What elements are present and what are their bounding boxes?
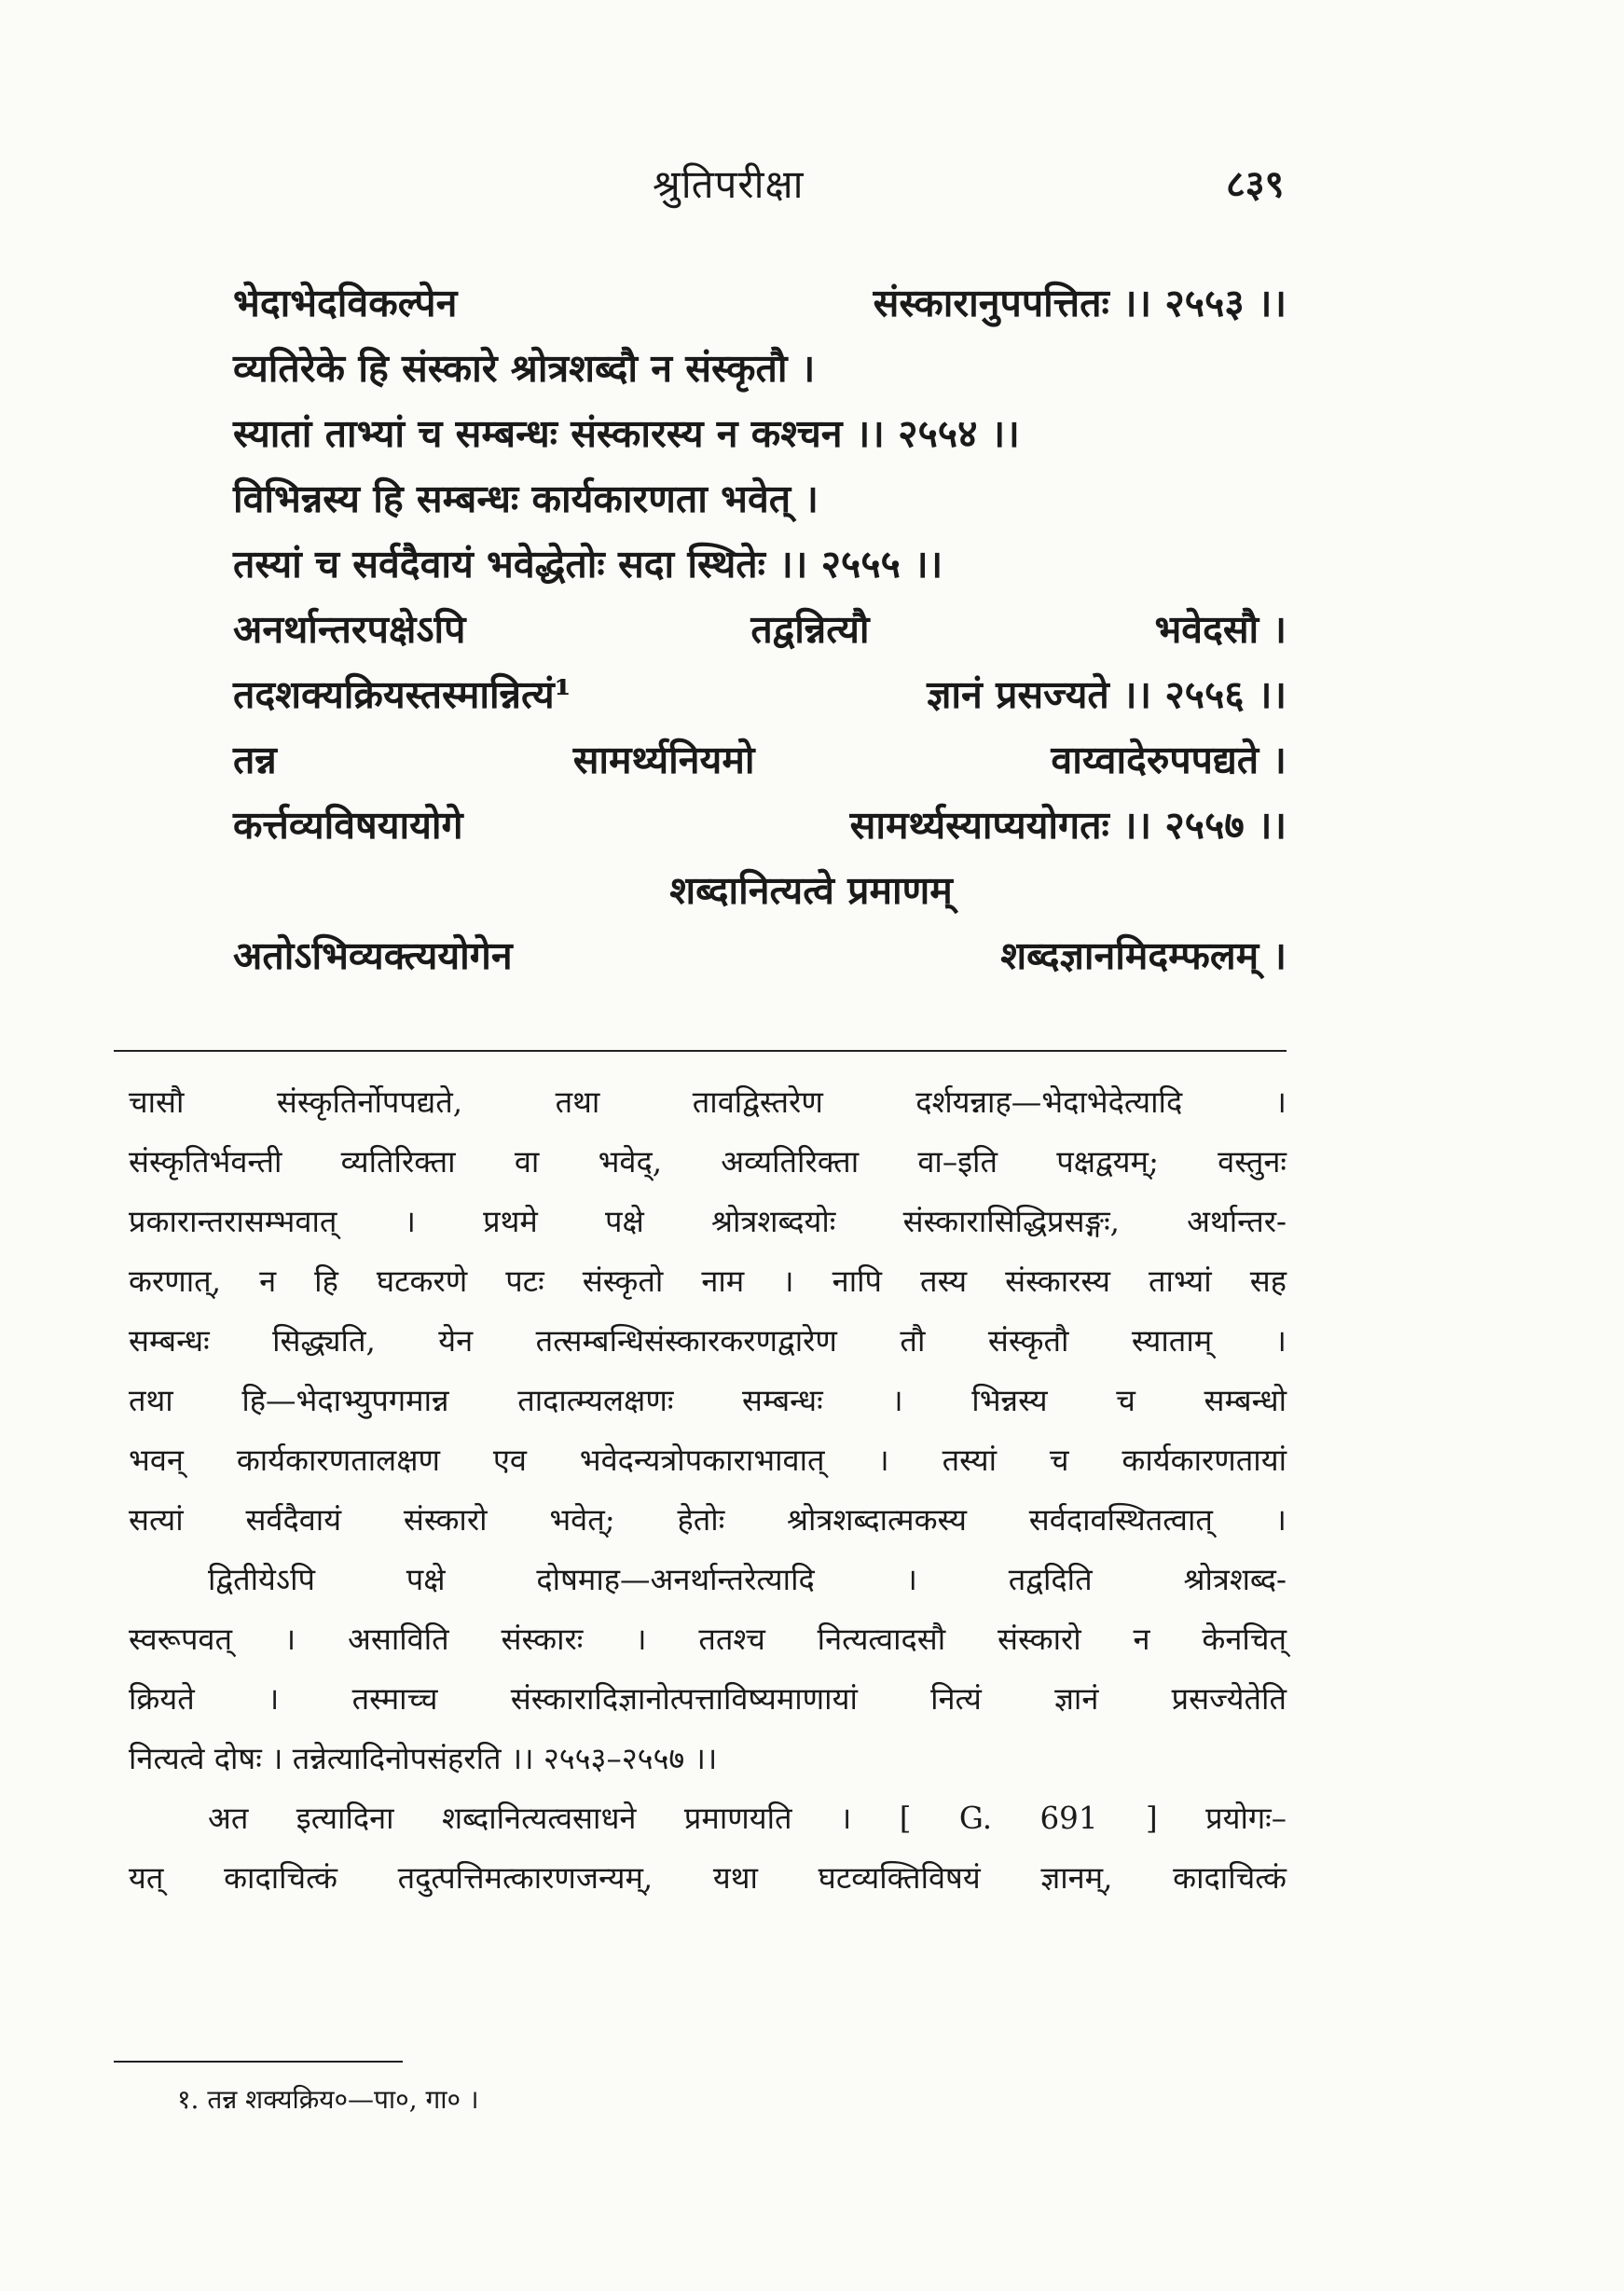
verse-segment: तस्यां च सर्वदैवायं भवेद्धेतोः सदा स्थितेः ।। २५५५ ।। [233,542,943,587]
verse-segment: तन्न [233,738,277,782]
commentary-line: भवन् कार्यकारणतालक्षण एव भवेदन्यत्रोपकाराभावात् । तस्यां च कार्यकारणतायां [129,1442,1287,1478]
section-heading-text: शब्दानित्यत्वे प्रमाणम् [669,868,953,913]
verse-segment: वाय्वादेरुपपद्यते । [1051,738,1287,782]
verse-segment: शब्दज्ञानमिदम्फलम् । [1000,933,1287,978]
verse-line [233,727,1287,793]
commentary-line: सम्बन्धः सिद्ध्यति, येन तत्सम्बन्धिसंस्कारकरणद्वारेण तौ संस्कृतौ स्याताम् । [129,1323,1287,1359]
commentary-block [129,1072,1287,1908]
verse-block [233,270,1287,988]
commentary-line: नित्यत्वे दोषः । तन्नेत्यादिनोपसंहरति ।। २५५३–२५५७ ।। [129,1741,718,1776]
section-heading [233,858,1287,923]
verse-segment: विभिन्नस्य हि सम्बन्धः कार्यकारणता भवेत् । [233,476,819,521]
verse-segment: ज्ञानं प्रसज्यते ।। २५५६ ।। [927,672,1287,717]
commentary-line: चासौ संस्कृतिर्नोपपद्यते, तथा तावद्विस्तरेण दर्शयन्नाह—भेदाभेदेत्यादि । [129,1084,1287,1120]
running-head: श्रुतिपरीक्षा [653,161,805,207]
commentary-line: सत्यां सर्वदैवायं संस्कारो भवेत्; हेतोः श्रोत्रशब्दात्मकस्य सर्वदावस्थितत्वात् । [129,1502,1287,1538]
verse-segment: तद्वन्नित्यौ [750,607,870,652]
verse-segment: कर्त्तव्यविषयायोगे [233,803,463,848]
footnote-divider [114,2061,403,2063]
verse-segment: सामर्थ्यस्याप्ययोगतः ।। २५५७ ।। [849,803,1287,848]
verse-segment: व्यतिरेके हि संस्कारे श्रोत्रशब्दौ न संस्कृतौ । [233,346,816,391]
verse-line [233,270,1287,336]
verse-line [233,336,1287,401]
verse-segment: तदशक्यक्रियस्तस्मान्नित्यं¹ [233,672,571,717]
verse-segment: भवेदसौ । [1154,607,1287,652]
commentary-line: प्रकारान्तरासम्भवात् । प्रथमे पक्षे श्रोत्रशब्दयोः संस्कारासिद्धिप्रसङ्गः, अर्थान्तर- [129,1204,1287,1239]
page-number: ८३९ [1226,162,1285,206]
commentary-line: स्वरूपवत् । असाविति संस्कारः । ततश्च नित्यत्वादसौ संस्कारो न केनचित् [129,1622,1287,1657]
verse-line [233,531,1287,597]
verse-line [233,923,1287,988]
verse-segment: अतोऽभिव्यक्त्ययोगेन [233,933,513,978]
verse-segment: भेदाभेदविकल्पेन [233,281,458,325]
verse-line [233,662,1287,727]
commentary-line: द्वितीयेऽपि पक्षे दोषमाह—अनर्थान्तरेत्यादि । तद्वदिति श्रोत्रशब्द- [208,1562,1287,1597]
commentary-line: करणात्, न हि घटकरणे पटः संस्कृतो नाम । नापि तस्य संस्कारस्य ताभ्यां सह [129,1263,1287,1299]
verse-line [233,466,1287,531]
footnote: १. तन्न शक्यक्रिय०—पा०, गा० । [177,2084,479,2115]
verse-segment: सामर्थ्यनियमो [572,738,755,782]
verse-segment: स्यातां ताभ्यां च सम्बन्धः संस्कारस्य न कश्चन ।। २५५४ ।। [233,411,1020,456]
verse-line [233,793,1287,858]
verse-divider [114,1050,1287,1052]
commentary-line: तथा हि—भेदाभ्युपगमान्न तादात्म्यलक्षणः सम्बन्धः । भिन्नस्य च सम्बन्धो [129,1383,1287,1418]
commentary-line: संस्कृतिर्भवन्ती व्यतिरिक्ता वा भवेद्, अव्यतिरिक्ता वा–इति पक्षद्वयम्; वस्तुनः [129,1144,1287,1180]
verse-segment: अनर्थान्तरपक्षेऽपि [233,607,466,652]
commentary-line: यत् कादाचित्कं तदुत्पत्तिमत्कारणजन्यम्, यथा घटव्यक्तिविषयं ज्ञानम्, कादाचित्कं [129,1860,1287,1896]
verse-segment: संस्कारानुपपत्तितः ।। २५५३ ।। [873,281,1287,325]
verse-line [233,401,1287,466]
verse-line [233,597,1287,662]
commentary-line: अत इत्यादिना शब्दानित्यत्वसाधने प्रमाणयति । [ G. 691 ] प्रयोगः– [208,1801,1287,1836]
page-header [0,157,1624,213]
commentary-line: क्रियते । तस्माच्च संस्कारादिज्ञानोत्पत्ताविष्यमाणायां नित्यं ज्ञानं प्रसज्येतेति [129,1681,1287,1717]
